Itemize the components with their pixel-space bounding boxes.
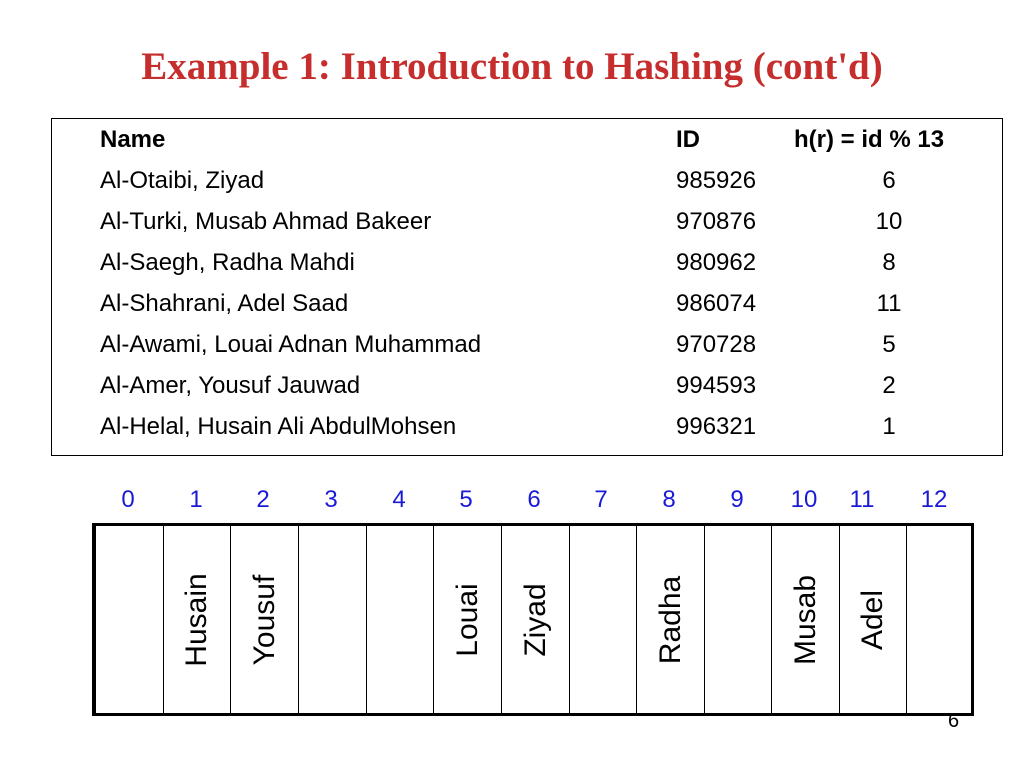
array-cell-label: Adel [856,589,889,650]
array-index: 9 [730,486,744,513]
row-name: Al-Otaibi, Ziyad [100,167,265,194]
row-name: Al-Amer, Yousuf Jauwad [100,372,361,399]
array-index: 11 [849,486,875,513]
row-hash: 2 [882,372,896,399]
array-cell [96,526,164,713]
array-index: 12 [920,486,948,513]
array-cell [502,526,570,713]
row-id: 996321 [676,413,757,440]
array-cell [907,526,971,713]
table-row [52,242,1002,283]
row-id: 994593 [676,372,757,399]
array-cell [367,526,434,713]
row-hash: 10 [875,208,903,235]
row-hash: 5 [882,331,896,358]
table-row [52,160,1002,201]
table-header-row [52,119,1002,160]
row-name: Al-Awami, Louai Adnan Muhammad [100,331,482,358]
array-index: 10 [790,486,818,513]
array-cell [299,526,367,713]
array-index: 1 [189,486,203,513]
array-cell [231,526,299,713]
array-cell [772,526,840,713]
array-index: 8 [662,486,676,513]
array-cell [705,526,772,713]
array-index: 7 [594,486,608,513]
array-index: 0 [121,486,135,513]
row-name: Al-Helal, Husain Ali AbdulMohsen [100,413,457,440]
array-index: 3 [324,486,338,513]
header-id: ID [676,126,700,153]
array-index: 5 [459,486,473,513]
row-hash: 11 [876,290,902,317]
row-id: 986074 [676,290,757,317]
array-index: 2 [256,486,270,513]
array-cell [570,526,637,713]
header-name: Name [100,126,166,153]
row-id: 985926 [676,167,757,194]
table-row [52,201,1002,242]
row-name: Al-Saegh, Radha Mahdi [100,249,355,276]
array-index: 4 [392,486,406,513]
array-cell-label: Husain [180,572,213,667]
row-id: 980962 [676,249,757,276]
array-index: 6 [527,486,541,513]
page-number: 6 [948,710,960,732]
array-cell-label: Musab [788,574,822,665]
row-id: 970728 [676,331,757,358]
table-row [52,365,1002,406]
table-row [52,324,1002,365]
slide-title: Example 1: Introduction to Hashing (cont'd) [141,45,883,88]
row-name: Al-Turki, Musab Ahmad Bakeer [100,208,432,235]
hash-array [92,523,974,716]
array-cell-label: Louai [450,582,484,657]
row-name: Al-Shahrani, Adel Saad [100,290,349,317]
array-cell [840,526,907,713]
table-row [52,283,1002,324]
records-table [51,118,1003,456]
row-hash: 6 [882,167,896,194]
table-row [52,406,1002,447]
array-cell [434,526,502,713]
row-hash: 8 [882,249,896,276]
row-hash: 1 [882,413,896,440]
array-cell [164,526,231,713]
array-cell-label: Radha [653,575,687,664]
array-cell-label: Yousuf [247,574,281,665]
row-id: 970876 [676,208,757,235]
array-cell-label: Ziyad [518,582,552,657]
header-hash: h(r) = id % 13 [794,126,945,153]
array-cell [637,526,705,713]
